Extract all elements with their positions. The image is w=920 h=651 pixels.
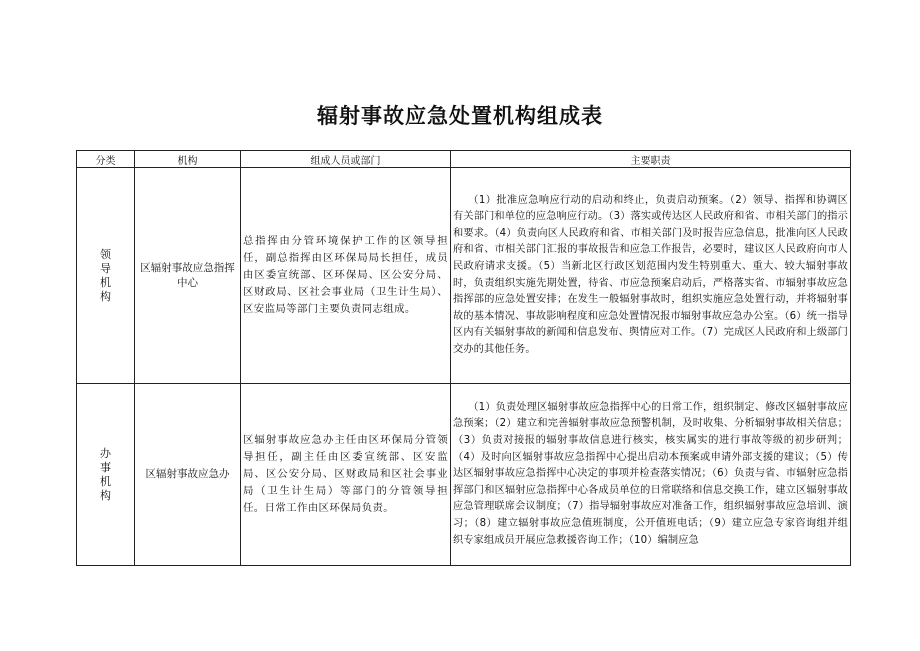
category-char: 事 — [100, 460, 111, 474]
category-char: 构 — [100, 488, 111, 502]
category-char: 导 — [100, 261, 111, 275]
category-char: 构 — [100, 289, 111, 303]
members-cell: 区辐射事故应急办主任由区环保局分管领导担任，副主任由区委宣统部、区安监局、区公安分局、区财政局和区社会事业局（卫生计生局）等部门的分管领导担任。日常工作由区环保局负责。 — [241, 384, 451, 566]
organization-cell: 区辐射事故应急指挥中心 — [135, 168, 241, 384]
table-row — [77, 384, 851, 566]
category-char: 机 — [100, 275, 111, 289]
duties-text: （1）负责处理区辐射事故应急指挥中心的日常工作，组织制定、修改区辐射事故应急预案；（2）建立和完善辐射事故应急预警机制，及时收集、分析辐射事故相关信息；（3）负责对接报的辐射事故信息进行核实，核实属实的进行事故等级的初步研判；（4）及时向区辐射事故应急指挥中心提出启动本预案或申请外部支援的建议；（5）传达区辐射事故应急指挥中心决定的事项并检查落实情况；（6）负责与省、市辐射应急指挥部门和区辐射应急指挥中心各成员单位的日常联络和信息交换工作，建立区辐射事故应急管理联席会议制度；（7）指导辐射事故应对准备工作，组织辐射事故应急培训、演习；（8）建立辐射事故应急值班制度，公开值班电话；（9）建立应急专家咨询组并组织专家组成员开展应急救援咨询工作；（10）编制应急 — [453, 401, 848, 546]
header-members: 组成人员或部门 — [241, 151, 451, 168]
header-duties: 主要职责 — [451, 151, 851, 168]
category-cell — [77, 384, 135, 566]
duties-cell — [451, 168, 851, 384]
duties-cell — [451, 384, 851, 566]
header-category: 分类 — [77, 151, 135, 168]
page-title: 辐射事故应急处置机构组成表 — [317, 104, 603, 128]
header-organization: 机构 — [135, 151, 241, 168]
category-char: 办 — [100, 446, 111, 460]
table-row — [77, 168, 851, 384]
category-cell — [77, 168, 135, 384]
category-char: 领 — [100, 247, 111, 261]
organization-table — [76, 150, 851, 566]
category-char: 机 — [100, 474, 111, 488]
table-header-row — [77, 151, 851, 168]
organization-cell: 区辐射事故应急办 — [135, 384, 241, 566]
duties-text: （1）批准应急响应行动的启动和终止，负责启动预案。（2）领导、指挥和协调区有关部门和单位的应急响应行动。（3）落实或传达区人民政府和省、市相关部门的指示和要求。（4）负责向区人民政府和省、市相关部门及时报告应急信息，批准向区人民政府和省、市相关部门汇报的事故报告和应急工作报告，必要时，建议区人民政府向市人民政府请求支援。（5）当新北区行政区划范围内发生特别重大、重大、较大辐射事故时，负责组织实施先期处置，待省、市应急预案启动后，严格落实省、市辐射事故应急指挥部的应急处置安排；在发生一般辐射事故时，组织实施应急处置行动，并将辐射事故的基本情况、事故影响程度和应急处置情况报市辐射事故应急办公室。（6）统一指导区内有关辐射事故的新闻和信息发布、舆情应对工作。（7）完成区人民政府和上级部门交办的其他任务。 — [453, 194, 848, 355]
members-cell: 总指挥由分管环境保护工作的区领导担任，副总指挥由区环保局局长担任，成员由区委宣统部、区环保局、区公安分局、区财政局、区社会事业局（卫生计生局）、区安监局等部门主要负责同志组成。 — [241, 168, 451, 384]
